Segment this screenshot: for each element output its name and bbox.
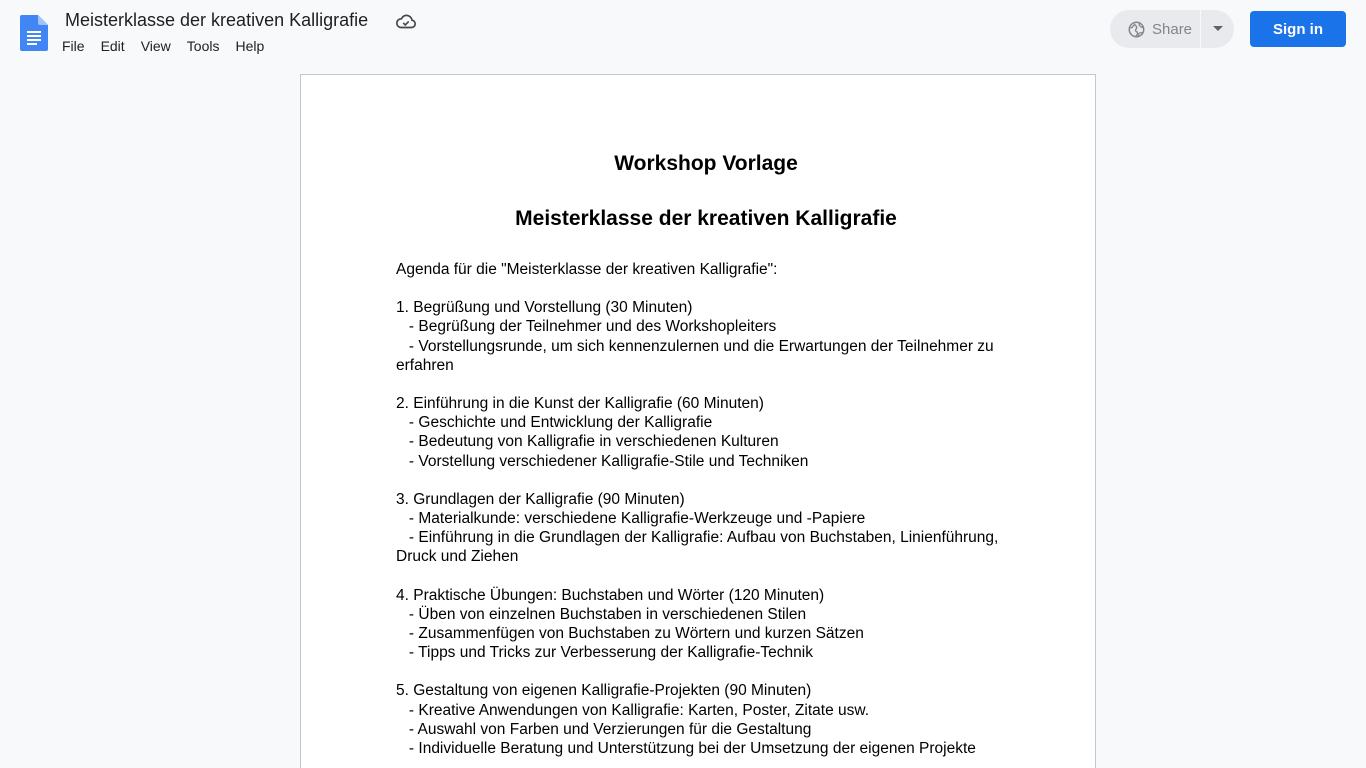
section-title: 5. Gestaltung von eigenen Kalligrafie-Projekten (90 Minuten) [396,682,812,700]
section-title: 1. Begrüßung und Vorstellung (30 Minuten) [396,299,693,317]
caret-down-icon [1213,26,1223,32]
agenda-section [396,586,1016,663]
menu-tools[interactable]: Tools [186,38,220,54]
section-item: - Bedeutung von Kalligrafie in verschiedenen Kulturen [396,433,779,451]
document-title[interactable]: Meisterklasse der kreativen Kalligrafie [65,10,369,30]
share-dropdown-button[interactable] [1201,10,1234,48]
document-heading: Workshop Vorlage [614,152,798,175]
sign-in-button[interactable]: Sign in [1250,11,1346,47]
section-item: - Tipps und Tricks zur Verbesserung der Kalligrafie-Technik [396,644,813,662]
section-item: - Auswahl von Farben und Verzierungen für die Gestaltung [396,720,812,738]
agenda-section [396,298,1016,375]
document-subheading: Meisterklasse der kreativen Kalligrafie [515,207,897,230]
menu-help[interactable]: Help [235,38,265,54]
section-item: - Begrüßung der Teilnehmer und des Workshopleiters [396,318,777,336]
agenda-section [396,490,1016,567]
intro-line: Agenda für die "Meisterklasse der kreativen Kalligrafie": [396,261,778,278]
globe-icon [1128,21,1145,38]
section-title: 2. Einführung in die Kunst der Kalligrafie (60 Minuten) [396,395,764,413]
section-item: - Vorstellungsrunde, um sich kennenzulernen und die Erwartungen der Teilnehmer zu erfahren [396,337,998,374]
agenda-intro [396,260,1016,279]
share-button-group [1110,10,1234,48]
share-label: Share [1152,20,1193,38]
section-item: - Individuelle Beratung und Unterstützung bei der Umsetzung der eigenen Projekte [396,740,976,758]
section-item: - Materialkunde: verschiedene Kalligrafie-Werkzeuge und -Papiere [396,510,866,528]
document-page [300,74,1096,768]
menu-edit[interactable]: Edit [100,38,125,54]
section-item: - Üben von einzelnen Buchstaben in verschiedenen Stilen [396,605,807,623]
google-docs-icon[interactable] [20,15,48,51]
section-item: - Geschichte und Entwicklung der Kalligrafie [396,414,713,432]
section-item: - Vorstellung verschiedener Kalligrafie-Stile und Techniken [396,452,809,470]
section-title: 4. Praktische Übungen: Buchstaben und Wörter (120 Minuten) [396,586,825,604]
agenda-section [396,681,1016,758]
menu-bar [54,36,272,58]
agenda-section [396,394,1016,471]
menu-view[interactable]: View [140,38,171,54]
share-button[interactable] [1110,10,1200,48]
section-item: - Einführung in die Grundlagen der Kalligrafie: Aufbau von Buchstaben, Linienführung, Druck und Ziehen [396,529,1003,566]
menu-file[interactable]: File [62,38,85,54]
cloud-saved-icon[interactable] [395,12,417,32]
document-body [396,260,1016,768]
section-item: - Zusammenfügen von Buchstaben zu Wörtern und kurzen Sätzen [396,625,864,643]
app-header [0,0,1366,64]
section-title: 3. Grundlagen der Kalligrafie (90 Minuten) [396,490,685,508]
section-item: - Kreative Anwendungen von Kalligrafie: Karten, Poster, Zitate usw. [396,701,870,719]
